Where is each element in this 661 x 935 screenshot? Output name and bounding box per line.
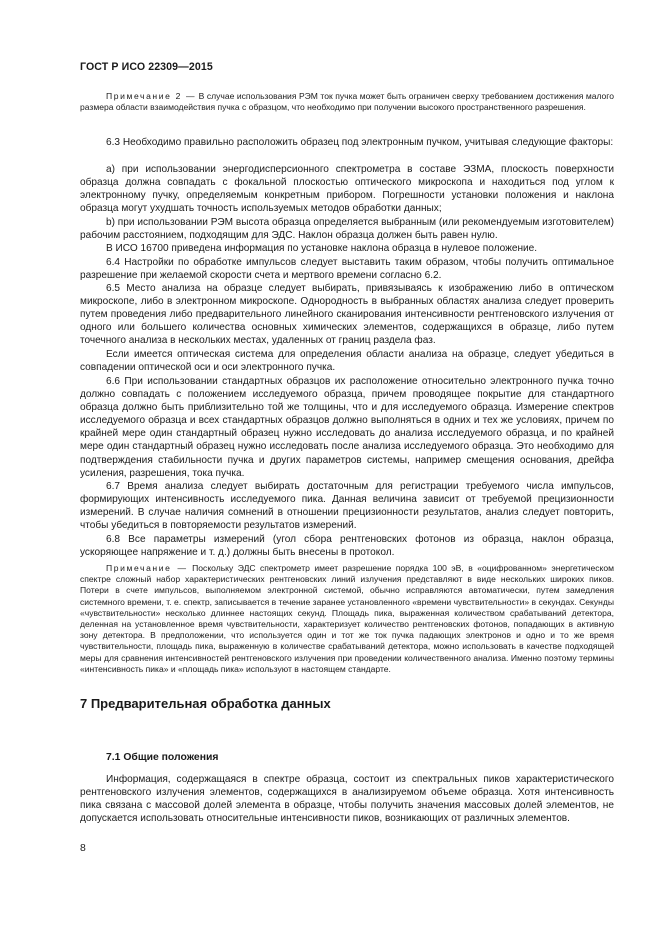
- paragraph-iso-16700: В ИСО 16700 приведена информация по установке наклона образца в нулевое положение.: [106, 243, 538, 254]
- subsection-title: 7.1 Общие положения: [106, 752, 219, 763]
- note-text: В случае использования РЭМ ток пучка может быть ограничен сверху требованием достижения малого размера области взаимодействия пучка с образцом, что необходимо при получении высокого пространственного разрешения.: [80, 91, 614, 113]
- note-label: Примечание 2 —: [106, 91, 197, 101]
- paragraph-6-7: 6.7 Время анализа следует выбирать достаточным для регистрации требуемого числа импульсов, формирующих интенсивность исследуемого пика. Данная величина зависит от требуемой прецизионности измерений. В случае наличия сомнений в отношении прецизионности результатов, анализ следует повторить, чтобы убедиться в повторяемости результатов измерений.: [80, 481, 614, 532]
- paragraph-6-3-b: b) при использовании РЭМ высота образца определяется выбранным (или рекомендуемым изготовителем) рабочим расстоянием, подходящим для ЭДС. Наклон образца должен быть равен нулю.: [80, 217, 614, 242]
- paragraph-6-8: 6.8 Все параметры измерений (угол сбора рентгеновских фотонов из образца, наклон образца, ускоряющее напряжение и т. д.) должны быть внесены в протокол.: [80, 534, 614, 559]
- note-paragraph: [80, 563, 614, 675]
- note-paragraph: [80, 91, 614, 113]
- paragraph-6-6: 6.6 При использовании стандартных образцов их расположение относительно электронного пучка точно должно совпадать с положением исследуемого образца, причем проводящее покрытие для стандартного образца должно быть приблизительно той же толщины, что и для исследуемого образца. Измерение спектров исследуемого образца и всех стандартных образцов должно выполняться в одних и тех же условиях, причем по крайней мере один стандартный образец нужно исследовать до анализа исследуемого образца, и по крайней мере один стандартный образец нужно исследовать после анализа исследуемого образца. Это необходимо для подтверждения стабильности пучка и других параметров системы, например смещения основания, дрейфа усиления, разрешения, тока пучка.: [80, 376, 614, 479]
- paragraph-6-5: 6.5 Место анализа на образце следует выбирать, привязываясь к изображению либо в оптическом микроскопе, либо в электронном микроскопе. Однородность в выбранных областях анализа следует проверить путем проведения либо предварительного линейного сканирования интенсивности рентгеновского излучения от одного или большего количества основных химических элементов, содержащихся в образце, либо путем точечного анализа в нескольких местах, удаленных от границ раздела фаз.: [80, 283, 614, 347]
- note-label: Примечание —: [106, 563, 188, 573]
- section-paragraph: Информация, содержащаяся в спектре образца, состоит из спектральных пиков характеристического рентгеновского излучения элементов, содержащихся в анализируемом объеме образца. Хотя интенсивность пика связана с массовой долей элемента в образце, чтобы получить значения массовых долей элементов, не допускается использовать относительные интенсивности пиков, возникающих от различных элементов.: [80, 774, 614, 825]
- section-title: 7 Предварительная обработка данных: [80, 696, 331, 711]
- page-number: 8: [80, 843, 86, 854]
- paragraph-6-3: 6.3 Необходимо правильно расположить образец под электронным пучком, учитывая следующие факторы:: [106, 137, 614, 148]
- paragraph-6-3-a: a) при использовании энергодисперсионного спектрометра в составе ЭЗМА, плоскость поверхности образца должна совпадать с фокальной плоскостью оптического микроскопа и находиться под углом к электронному пучку, определяемым конкретным прибором. Погрешности установки положения и наклона образца могут ухудшать точность используемых методов обработки данных;: [80, 164, 614, 215]
- note-text: Поскольку ЭДС спектрометр имеет разрешение порядка 100 эВ, в «оцифрованном» энергетическом спектре сложный набор характеристических рентгеновских линий излучения представляют в виде нескольких широких пиков. Потери в счете импульсов, выполняемом электронной системой, обычно исправляются автоматически, путем замедления системного времени, т. е. спектр, записывается в течение заранее установленного «времени чувствительности» в секундах. Секунды «чувствительности» несколько длиннее настоящих секунд. Площадь пика, выраженная количеством срабатываний детектора, деленная на установленное время чувствительности, характеризует количество рентгеновских фотонов, попадающих в активную зону детектора. В предположении, что используется один и тот же ток пучка падающих электронов и одно и то же время чувствительности, площадь пика, выраженную в количестве срабатываний детектора, можно использовать в качестве подходящей меры для сравнения интенсивностей рентгеновского излучения при проведении количественного анализа. Именно поэтому термины «интенсивность пика» и «площадь пика» используют в настоящем стандарте.: [80, 563, 615, 674]
- document-header: ГОСТ Р ИСО 22309—2015: [80, 61, 213, 73]
- paragraph-6-4: 6.4 Настройки по обработке импульсов следует выставить таким образом, чтобы получить оптимальное разрешение при желаемой скорости счета и мертвого времени согласно 6.2.: [80, 257, 614, 282]
- paragraph-optical-system: Если имеется оптическая система для определения области анализа на образце, следует убедиться в совпадении оптической оси и оси электронного пучка.: [80, 349, 614, 374]
